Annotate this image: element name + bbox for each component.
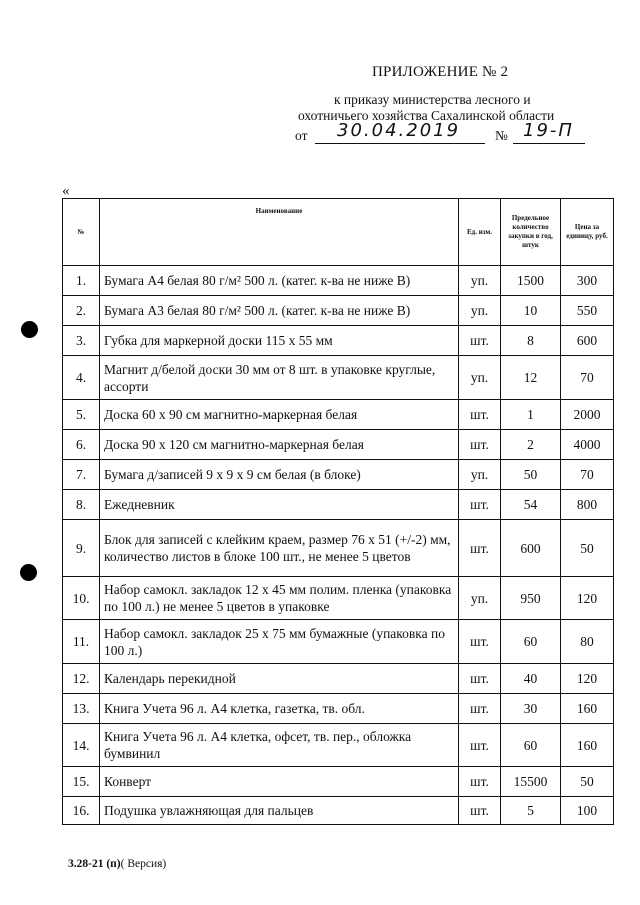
punch-hole [21, 321, 38, 338]
table-row [63, 664, 614, 694]
date-underline [315, 143, 485, 144]
table-row [63, 430, 614, 460]
row-number: 15. [63, 767, 100, 797]
item-name: Набор самокл. закладок 12 х 45 мм полим. пленка (упаковка по 100 л.) не менее 5 цветов в упаковке [100, 577, 459, 620]
item-name: Магнит д/белой доски 30 мм от 8 шт. в упаковке круглые, ассорти [100, 356, 459, 400]
item-quantity: 60 [501, 724, 561, 767]
item-price: 2000 [561, 400, 614, 430]
row-number: 6. [63, 430, 100, 460]
row-number: 2. [63, 296, 100, 326]
item-name: Доска 60 х 90 см магнитно-маркерная белая [100, 400, 459, 430]
item-unit: уп. [459, 460, 501, 490]
item-price: 70 [561, 460, 614, 490]
item-unit: уп. [459, 356, 501, 400]
items-table [62, 198, 614, 825]
row-number: 12. [63, 664, 100, 694]
code-version: ( Версия) [120, 858, 167, 870]
item-unit: шт. [459, 490, 501, 520]
item-name: Книга Учета 96 л. А4 клетка, газетка, тв. обл. [100, 694, 459, 724]
item-unit: шт. [459, 664, 501, 694]
item-price: 80 [561, 620, 614, 664]
row-number: 4. [63, 356, 100, 400]
header-price: Цена за единицу, руб. [561, 199, 614, 266]
item-price: 50 [561, 520, 614, 577]
item-quantity: 12 [501, 356, 561, 400]
item-quantity: 8 [501, 326, 561, 356]
item-quantity: 15500 [501, 767, 561, 797]
row-number: 8. [63, 490, 100, 520]
item-name: Книга Учета 96 л. А4 клетка, офсет, тв. пер., обложка бумвинил [100, 724, 459, 767]
item-name: Бумага д/записей 9 х 9 х 9 см белая (в блоке) [100, 460, 459, 490]
item-price: 800 [561, 490, 614, 520]
header-qty: Предельное количество закупки в год, штук [501, 199, 561, 266]
item-name: Набор самокл. закладок 25 х 75 мм бумажные (упаковка по 100 л.) [100, 620, 459, 664]
item-unit: шт. [459, 430, 501, 460]
table-row [63, 400, 614, 430]
item-quantity: 950 [501, 577, 561, 620]
table-row [63, 520, 614, 577]
table-row [63, 694, 614, 724]
row-number: 3. [63, 326, 100, 356]
item-unit: шт. [459, 326, 501, 356]
item-name: Бумага А3 белая 80 г/м² 500 л. (катег. к-ва не ниже В) [100, 296, 459, 326]
header-num: № [63, 199, 100, 266]
table-row [63, 724, 614, 767]
item-name: Календарь перекидной [100, 664, 459, 694]
item-quantity: 600 [501, 520, 561, 577]
item-unit: уп. [459, 266, 501, 296]
item-price: 120 [561, 577, 614, 620]
header-name: Наименование [100, 199, 459, 266]
row-number: 13. [63, 694, 100, 724]
item-price: 600 [561, 326, 614, 356]
row-number: 10. [63, 577, 100, 620]
item-unit: шт. [459, 520, 501, 577]
code-number: 3.28-21 (п) [68, 858, 121, 870]
table-row [63, 460, 614, 490]
item-price: 160 [561, 724, 614, 767]
item-quantity: 5 [501, 797, 561, 825]
item-name: Конверт [100, 767, 459, 797]
table-row [63, 326, 614, 356]
item-quantity: 10 [501, 296, 561, 326]
handwritten-date: 30.04.2019 [337, 120, 461, 141]
item-quantity: 2 [501, 430, 561, 460]
punch-hole [20, 564, 37, 581]
item-name: Ежедневник [100, 490, 459, 520]
item-unit: уп. [459, 296, 501, 326]
table-header-row [63, 199, 614, 266]
table-row [63, 296, 614, 326]
item-unit: шт. [459, 797, 501, 825]
table-row [63, 797, 614, 825]
item-unit: шт. [459, 694, 501, 724]
item-unit: шт. [459, 400, 501, 430]
item-quantity: 30 [501, 694, 561, 724]
table-row [63, 356, 614, 400]
item-quantity: 50 [501, 460, 561, 490]
document-code [68, 858, 166, 870]
item-quantity: 40 [501, 664, 561, 694]
item-price: 120 [561, 664, 614, 694]
table-row [63, 266, 614, 296]
number-underline [513, 143, 585, 144]
item-name: Блок для записей с клейким краем, размер 76 х 51 (+/-2) мм, количество листов в блоке 100 шт., не менее 5 цветов [100, 520, 459, 577]
opening-quote: « [62, 183, 70, 199]
table-row [63, 490, 614, 520]
item-price: 4000 [561, 430, 614, 460]
item-unit: шт. [459, 620, 501, 664]
item-price: 160 [561, 694, 614, 724]
item-name: Доска 90 х 120 см магнитно-маркерная белая [100, 430, 459, 460]
item-price: 50 [561, 767, 614, 797]
order-reference-line-1: к приказу министерства лесного и [334, 92, 531, 107]
row-number: 1. [63, 266, 100, 296]
item-unit: шт. [459, 767, 501, 797]
date-prefix: от [295, 128, 308, 143]
row-number: 9. [63, 520, 100, 577]
item-price: 550 [561, 296, 614, 326]
item-price: 300 [561, 266, 614, 296]
row-number: 14. [63, 724, 100, 767]
item-price: 70 [561, 356, 614, 400]
item-quantity: 1 [501, 400, 561, 430]
row-number: 16. [63, 797, 100, 825]
order-reference-line-2: охотничьего хозяйства Сахалинской области [298, 108, 555, 123]
item-price: 100 [561, 797, 614, 825]
handwritten-number: 19-П [523, 120, 574, 141]
item-name: Губка для маркерной доски 115 х 55 мм [100, 326, 459, 356]
table-row [63, 577, 614, 620]
item-unit: уп. [459, 577, 501, 620]
item-quantity: 1500 [501, 266, 561, 296]
table-row [63, 620, 614, 664]
appendix-title: ПРИЛОЖЕНИЕ № 2 [372, 64, 509, 80]
header-unit: Ед. изм. [459, 199, 501, 266]
item-quantity: 54 [501, 490, 561, 520]
item-unit: шт. [459, 724, 501, 767]
row-number: 11. [63, 620, 100, 664]
row-number: 7. [63, 460, 100, 490]
item-quantity: 60 [501, 620, 561, 664]
row-number: 5. [63, 400, 100, 430]
table-row [63, 767, 614, 797]
item-name: Подушка увлажняющая для пальцев [100, 797, 459, 825]
item-name: Бумага А4 белая 80 г/м² 500 л. (катег. к-ва не ниже В) [100, 266, 459, 296]
number-prefix: № [495, 128, 508, 143]
